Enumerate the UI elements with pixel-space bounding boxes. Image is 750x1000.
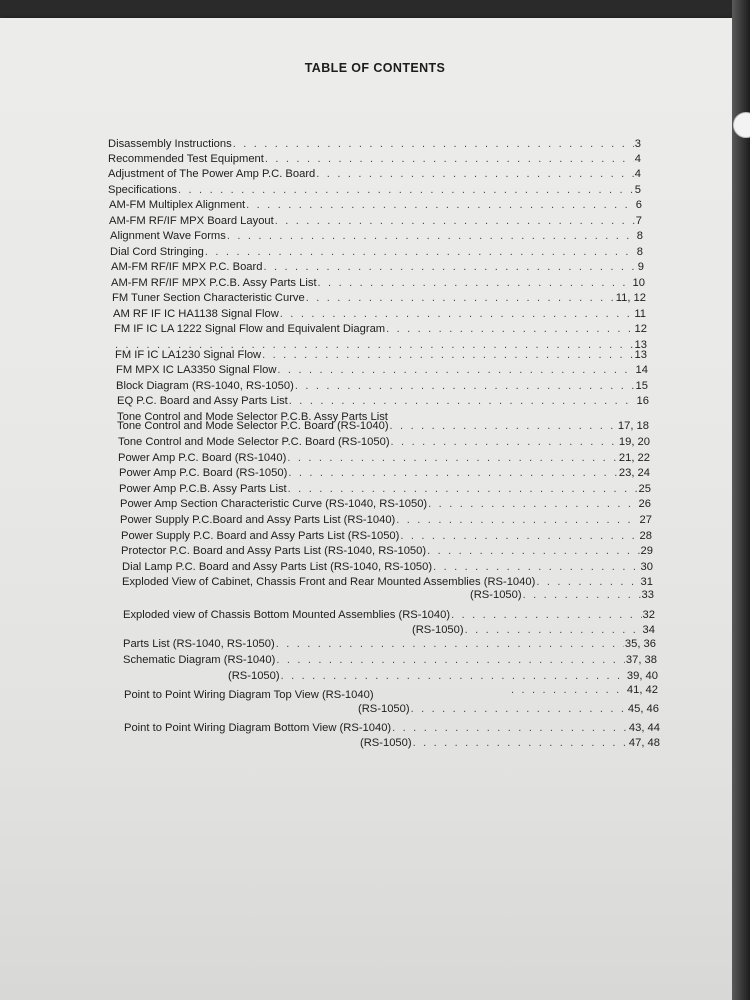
toc-leader-dots [265,153,634,166]
toc-entry-label: (RS-1050) [358,703,410,715]
toc-entry-page: 39, 40 [626,670,658,682]
toc-entry [122,561,653,574]
toc-leader-dots [178,184,634,197]
toc-entry [119,467,650,480]
toc-entry-label: Dial Cord Stringing [110,246,204,258]
toc-entry-page: 14 [635,364,648,376]
toc-entry [120,514,652,527]
toc-entry [110,230,643,243]
toc-entry [109,215,642,228]
toc-entry-page: 9 [637,261,644,273]
toc-entry [124,689,659,702]
toc-entry-label: Specifications [108,184,178,196]
toc-entry-page: 37, 38 [625,654,657,666]
toc-entry-page: 33 [641,589,654,601]
toc-entry [116,364,648,377]
toc-leader-dots [295,380,635,393]
toc-entry [108,168,641,181]
toc-entry-page: 11 [634,308,646,320]
toc-entry [118,436,650,449]
toc-entry-page: 25 [638,483,651,495]
toc-leader-dots [451,609,641,622]
toc-entry [412,624,655,637]
toc-entry-label: Point to Point Wiring Diagram Top View (RS-1040) [124,689,374,701]
toc-entry-page: 8 [636,246,643,258]
toc-leader-dots [413,737,628,750]
toc-entry-label: Protector P.C. Board and Assy Parts List (RS-1040, RS-1050) [121,545,427,557]
toc-entry-label: AM RF IF IC HA1138 Signal Flow [113,308,279,320]
toc-entry [115,349,647,362]
page-title: TABLE OF CONTENTS [304,61,446,75]
toc-entry [108,184,641,197]
toc-entry-page: 23, 24 [618,467,650,479]
toc-entry-label: Exploded View of Cabinet, Chassis Front and Rear Mounted Assemblies (RS-1040) [122,576,536,588]
toc-entry-page: 19, 20 [618,436,650,448]
toc-entry-label: AM-FM RF/IF MPX P.C.B. Assy Parts List [111,277,317,289]
toc-entry [111,277,645,290]
toc-entry-page: 15 [635,380,648,392]
toc-entry-label: Adjustment of The Power Amp P.C. Board [108,168,316,180]
toc-entry [116,380,648,393]
toc-entry-label: FM MPX IC LA3350 Signal Flow [116,364,277,376]
toc-entry-page: 30 [640,561,653,573]
toc-entry-label: AM-FM RF/IF MPX Board Layout [109,215,274,227]
toc-entry-page: 17, 18 [617,420,649,432]
toc-leader-dots [277,364,634,377]
toc-entry [122,576,653,589]
toc-entry [121,545,653,558]
toc-entry [358,703,659,716]
toc-entry [112,292,646,305]
toc-entry-page: 6 [635,199,642,211]
toc-entry-label: Power Amp P.C.B. Assy Parts List [119,483,287,495]
toc-entry [228,670,658,683]
toc-leader-dots [246,199,635,212]
toc-leader-dots [275,215,635,228]
toc-leader-dots [390,420,617,433]
toc-leader-dots [280,308,634,321]
toc-entry-label: (RS-1050) [360,737,412,749]
toc-entry-label: Tone Control and Mode Selector P.C. Board (RS-1050) [118,436,390,448]
toc-entry-label: Dial Lamp P.C. Board and Assy Parts List (RS-1040, RS-1050) [122,561,433,573]
toc-entry-label: (RS-1050) [470,589,522,601]
toc-leader-dots [306,292,615,305]
toc-leader-dots [276,638,624,651]
toc-entry-label: AM-FM Multiplex Alignment [109,199,246,211]
toc-entry-page: 43, 44 [628,722,660,734]
toc-entry-page: 21, 22 [618,452,650,464]
toc-entry [111,261,644,274]
toc-entry-label: Point to Point Wiring Diagram Bottom View (RS-1040) [124,722,392,734]
toc-entry-page: 45, 46 [627,703,659,715]
toc-entry-page: 31 [640,576,653,588]
toc-entry-page: 10 [632,277,645,289]
toc-entry [108,153,641,166]
toc-entry-label: EQ P.C. Board and Assy Parts List [117,395,288,407]
toc-entry-label: Recommended Test Equipment [108,153,264,165]
toc-entry-label: FM IF IC LA 1222 Signal Flow and Equivalent Diagram [114,323,386,335]
toc-entry-label: FM Tuner Section Characteristic Curve [112,292,305,304]
toc-entry-page: 41, 42 [626,684,658,696]
toc-entry [121,530,652,543]
toc-entry-label: Tone Control and Mode Selector P.C. Board (RS-1040) [117,420,389,432]
toc-entry [470,589,654,602]
toc-leader-dots [428,498,637,511]
toc-leader-dots [523,589,641,602]
toc-entry-page: 32 [642,609,655,621]
toc-entry-label: Schematic Diagram (RS-1040) [123,654,276,666]
toc-entry-page: 47, 48 [628,737,660,749]
toc-leader-dots [288,467,618,480]
toc-entry [118,452,650,465]
toc-leader-dots [287,452,618,465]
toc-leader-dots [427,545,639,558]
toc-entry [113,308,646,321]
toc-entry-label: Parts List (RS-1040, RS-1050) [123,638,275,650]
toc-entry [108,138,641,151]
toc-entry-label: (RS-1050) [228,670,280,682]
toc-entry-label: Tone Control and Mode Selector P.C.B. Assy Parts List [117,411,388,423]
toc-leader-dots [465,624,642,637]
toc-entry-page: 3 [634,138,641,150]
toc-entry-page: 7 [635,215,642,227]
toc-leader-dots [411,703,627,716]
toc-entry-label: Exploded view of Chassis Bottom Mounted Assemblies (RS-1040) [123,609,451,621]
toc-entry-label: FM IF IC LA1230 Signal Flow [115,349,262,361]
toc-entry-page: 13 [634,339,647,351]
toc-leader-dots [262,349,633,362]
toc-entry [123,654,657,667]
toc-leader-dots [276,654,625,667]
toc-entry-page: 8 [636,230,643,242]
toc-entry-page: 4 [634,168,641,180]
toc-entry-label: Power Amp P.C. Board (RS-1050) [119,467,288,479]
toc-leader-dots [400,530,638,543]
toc-entry-page: 29 [640,545,653,557]
toc-entry-page: 13 [634,349,647,361]
toc-entry-page: 16 [636,395,649,407]
toc-entry-label: Block Diagram (RS-1040, RS-1050) [116,380,294,392]
toc-entry-page: 34 [642,624,655,636]
toc-entry-label: Power Supply P.C. Board and Assy Parts List (RS-1050) [121,530,400,542]
toc-leader-dots [536,576,639,589]
toc-leader-dots [227,230,636,243]
toc-entry [114,323,647,336]
toc-leader-dots [205,246,636,259]
toc-entry-label: Alignment Wave Forms [110,230,226,242]
toc-leader-dots [391,436,618,449]
toc-entry-page: 27 [639,514,652,526]
toc-entry-page: 5 [634,184,641,196]
toc-entry [124,722,660,735]
toc-entry-page: 11, 12 [615,292,646,304]
toc-leader-dots [281,670,626,683]
toc-leader-dots [433,561,639,574]
toc-entry-label: Power Amp Section Characteristic Curve (RS-1040, RS-1050) [120,498,428,510]
toc-entry-label: AM-FM RF/IF MPX P.C. Board [111,261,263,273]
toc-leader-dots [386,323,633,336]
toc-entry-label: Power Supply P.C.Board and Assy Parts List (RS-1040) [120,514,396,526]
toc-entry [117,395,649,408]
toc-entry-page: 12 [634,323,647,335]
toc-leader-dots [263,261,636,274]
toc-leader-dots [392,722,628,735]
toc-entry-page: 4 [634,153,641,165]
toc-entry [120,498,651,511]
toc-entry [110,246,643,259]
toc-entry-label: Power Amp P.C. Board (RS-1040) [118,452,287,464]
toc-leader-dots [288,483,638,496]
toc-leader-dots [396,514,638,527]
toc-entry [360,737,660,750]
toc-entry-label: Disassembly Instructions [108,138,232,150]
toc-leader-dots [233,138,634,151]
toc-entry-label: (RS-1050) [412,624,464,636]
toc-entry [117,420,649,433]
toc-entry [119,483,651,496]
toc-entry [123,638,656,651]
toc-entry [123,609,655,622]
toc-entry-page: 28 [639,530,652,542]
toc-entry [109,199,642,212]
toc-leader-dots [318,277,632,290]
toc-entry-page: 35, 36 [624,638,656,650]
toc-leader-dots [289,395,636,408]
toc-leader-dots [316,168,633,181]
toc-entry-page: 26 [638,498,651,510]
